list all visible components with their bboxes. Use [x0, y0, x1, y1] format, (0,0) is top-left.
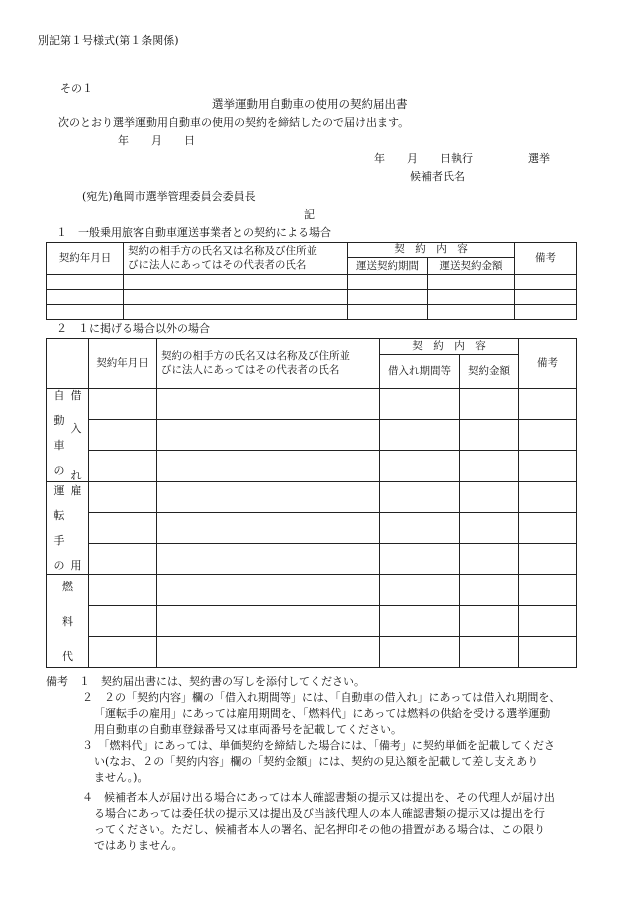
driver-char: 転: [53, 509, 65, 522]
s2-cell[interactable]: [380, 575, 460, 606]
s2-cell[interactable]: [460, 513, 519, 544]
section1-table: [46, 242, 577, 320]
car-char: 自: [53, 388, 65, 402]
s1-cell[interactable]: [515, 305, 577, 320]
s1-cell[interactable]: [428, 305, 515, 320]
s2-cell[interactable]: [157, 575, 380, 606]
s2-cell[interactable]: [460, 389, 519, 420]
s2-cell[interactable]: [380, 637, 460, 668]
s2-cell[interactable]: [519, 513, 577, 544]
s2-cell[interactable]: [157, 482, 380, 513]
s2-cell[interactable]: [380, 420, 460, 451]
form-number: その１: [60, 82, 93, 95]
s2-cell[interactable]: [519, 544, 577, 575]
intro-text: 次のとおり選挙運動用自動車の使用の契約を締結したので届け出ます。: [58, 116, 410, 129]
s1-cell[interactable]: [348, 290, 428, 305]
s2-cell[interactable]: [89, 451, 157, 482]
table-row: [47, 290, 577, 305]
s2-cell[interactable]: [157, 389, 380, 420]
note-1: １ 契約届出書には、契約書の写しを添付してください。: [79, 675, 365, 688]
driver-char: 運: [53, 484, 65, 497]
s2-cell[interactable]: [157, 451, 380, 482]
s1-cell[interactable]: [515, 275, 577, 290]
s2-cell[interactable]: [380, 482, 460, 513]
fuel-char: 料: [62, 614, 73, 628]
s2-col-party-line1: 契約の相手方の氏名又は名称及び住所並: [161, 349, 350, 362]
notes-body: [82, 690, 560, 854]
s2-cell[interactable]: [460, 575, 519, 606]
s2-cell[interactable]: [157, 544, 380, 575]
s2-cell[interactable]: [519, 482, 577, 513]
s2-cell[interactable]: [460, 637, 519, 668]
s1-cell[interactable]: [348, 305, 428, 320]
s2-cell[interactable]: [89, 544, 157, 575]
submission-date: 年 月 日: [118, 134, 195, 147]
note-3-line2: い(なお、２の「契約内容」欄の「契約金額」には、契約の見込額を記載して差し支えあり: [94, 755, 539, 768]
page-title: 選挙運動用自動車の使用の契約届出書: [212, 97, 408, 111]
s2-col-party: [157, 339, 380, 389]
s2-cell[interactable]: [460, 606, 519, 637]
s2-cell[interactable]: [460, 482, 519, 513]
group-label-fuel: [47, 575, 89, 668]
s1-cell[interactable]: [124, 305, 348, 320]
s1-cell[interactable]: [124, 275, 348, 290]
s1-cell[interactable]: [47, 305, 124, 320]
section1-heading: １ 一般乗用旅客自動車運送事業者との契約による場合: [56, 226, 331, 239]
s2-cell[interactable]: [460, 544, 519, 575]
s2-cell[interactable]: [89, 575, 157, 606]
section2-heading: ２ １に掲げる場合以外の場合: [56, 322, 210, 335]
s2-cell[interactable]: [89, 389, 157, 420]
s2-cell[interactable]: [89, 420, 157, 451]
addressee: (宛先)亀岡市選挙管理委員会委員長: [82, 190, 256, 203]
s2-col-contract: 契 約 内 容: [380, 339, 519, 355]
s2-cell[interactable]: [380, 389, 460, 420]
s2-col-amount: 契約金額: [460, 355, 519, 389]
s2-cell[interactable]: [380, 606, 460, 637]
form-label: 別記第１号様式(第１条関係): [38, 34, 179, 47]
s2-col-period: 借入れ期間等: [380, 355, 460, 389]
section2-table: [46, 338, 577, 668]
table-row: [47, 305, 577, 320]
s2-cell[interactable]: [519, 420, 577, 451]
notes-label: 備考: [46, 675, 68, 688]
s1-col-remarks: 備考: [515, 243, 577, 275]
s2-cell[interactable]: [380, 513, 460, 544]
s2-cell[interactable]: [380, 544, 460, 575]
note-4-line4: ではありません。: [94, 839, 183, 852]
s1-cell[interactable]: [124, 290, 348, 305]
s2-col-date: 契約年月日: [89, 339, 157, 389]
car-char: 動: [53, 413, 65, 427]
s2-col-party-line2: びに法人にあってはその代表者の氏名: [161, 363, 340, 376]
s2-cell[interactable]: [460, 451, 519, 482]
s2-cell[interactable]: [460, 420, 519, 451]
s1-cell[interactable]: [428, 275, 515, 290]
note-4-line2: る場合にあっては委任状の提示又は提出及び当該代理人の本人確認書類の提示又は提出を行: [94, 807, 545, 820]
driver-char: の: [53, 559, 65, 572]
driver-char: 雇: [70, 484, 82, 497]
note-4-line1: ４ 候補者本人が届け出る場合にあっては本人確認書類の提示又は提出を、その代理人が届け出: [82, 791, 555, 804]
s1-col-period: 運送契約期間: [348, 258, 428, 275]
car-char: 入: [70, 421, 82, 435]
car-char: れ: [70, 468, 82, 482]
fuel-char: 燃: [62, 579, 73, 593]
s2-cell[interactable]: [89, 606, 157, 637]
s1-cell[interactable]: [47, 290, 124, 305]
s1-col-party-line2: びに法人にあってはその代表者の氏名: [128, 258, 307, 271]
s1-col-party-line1: 契約の相手方の氏名又は名称及び住所並: [128, 245, 317, 257]
s1-col-amount: 運送契約金額: [428, 258, 515, 275]
s2-cell[interactable]: [157, 513, 380, 544]
election-execution-line: 年 月 日執行 選挙: [374, 152, 550, 165]
s2-cell[interactable]: [519, 637, 577, 668]
driver-char: 手: [53, 534, 65, 547]
s2-cell[interactable]: [157, 606, 380, 637]
car-char: の: [53, 463, 65, 477]
s2-cell[interactable]: [519, 606, 577, 637]
s2-cell[interactable]: [519, 575, 577, 606]
s1-col-party: [124, 243, 348, 275]
group-label-car-rental: [47, 389, 89, 482]
s1-col-contract: 契 約 内 容: [348, 243, 515, 258]
s1-cell[interactable]: [47, 275, 124, 290]
s2-cell[interactable]: [157, 420, 380, 451]
s2-corner-cell: [47, 339, 89, 389]
candidate-name-label: 候補者氏名: [410, 170, 465, 183]
table-row: [47, 275, 577, 290]
note-2-line3: 用自動車の自動車登録番号又は車両番号を記載してください。: [94, 723, 402, 736]
note-4-line3: ってください。ただし、候補者本人の署名、記名押印その他の措置がある場合は、この限り: [94, 823, 545, 836]
s1-cell[interactable]: [515, 290, 577, 305]
s1-col-date: 契約年月日: [47, 243, 124, 275]
car-char: 車: [53, 438, 65, 452]
driver-char: 用: [70, 559, 82, 572]
note-3-line3: ません。)。: [94, 771, 149, 784]
note-2-line1: ２ ２の「契約内容」欄の「借入れ期間等」には、「自動車の借入れ」にあっては借入れ期間を、: [82, 691, 561, 704]
s2-cell[interactable]: [89, 513, 157, 544]
fuel-char: 代: [62, 649, 73, 663]
s1-cell[interactable]: [348, 275, 428, 290]
s1-cell[interactable]: [428, 290, 515, 305]
notes-block: [46, 674, 365, 690]
car-char: 借: [70, 388, 82, 402]
s2-cell[interactable]: [89, 637, 157, 668]
s2-col-remarks: 備考: [519, 339, 577, 389]
note-2-line2: 「運転手の雇用」にあっては雇用期間を、「燃料代」にあっては燃料の供給を受ける選挙運動: [94, 707, 551, 720]
s2-cell[interactable]: [519, 389, 577, 420]
ki-mark: 記: [304, 208, 315, 221]
group-label-driver-employment: [47, 482, 89, 575]
s2-cell[interactable]: [380, 451, 460, 482]
s2-cell[interactable]: [519, 451, 577, 482]
note-3-line1: ３ 「燃料代」にあっては、単価契約を締結した場合には、「備考」に契約単価を記載してくださ: [82, 739, 555, 752]
s2-cell[interactable]: [89, 482, 157, 513]
s2-cell[interactable]: [157, 637, 380, 668]
